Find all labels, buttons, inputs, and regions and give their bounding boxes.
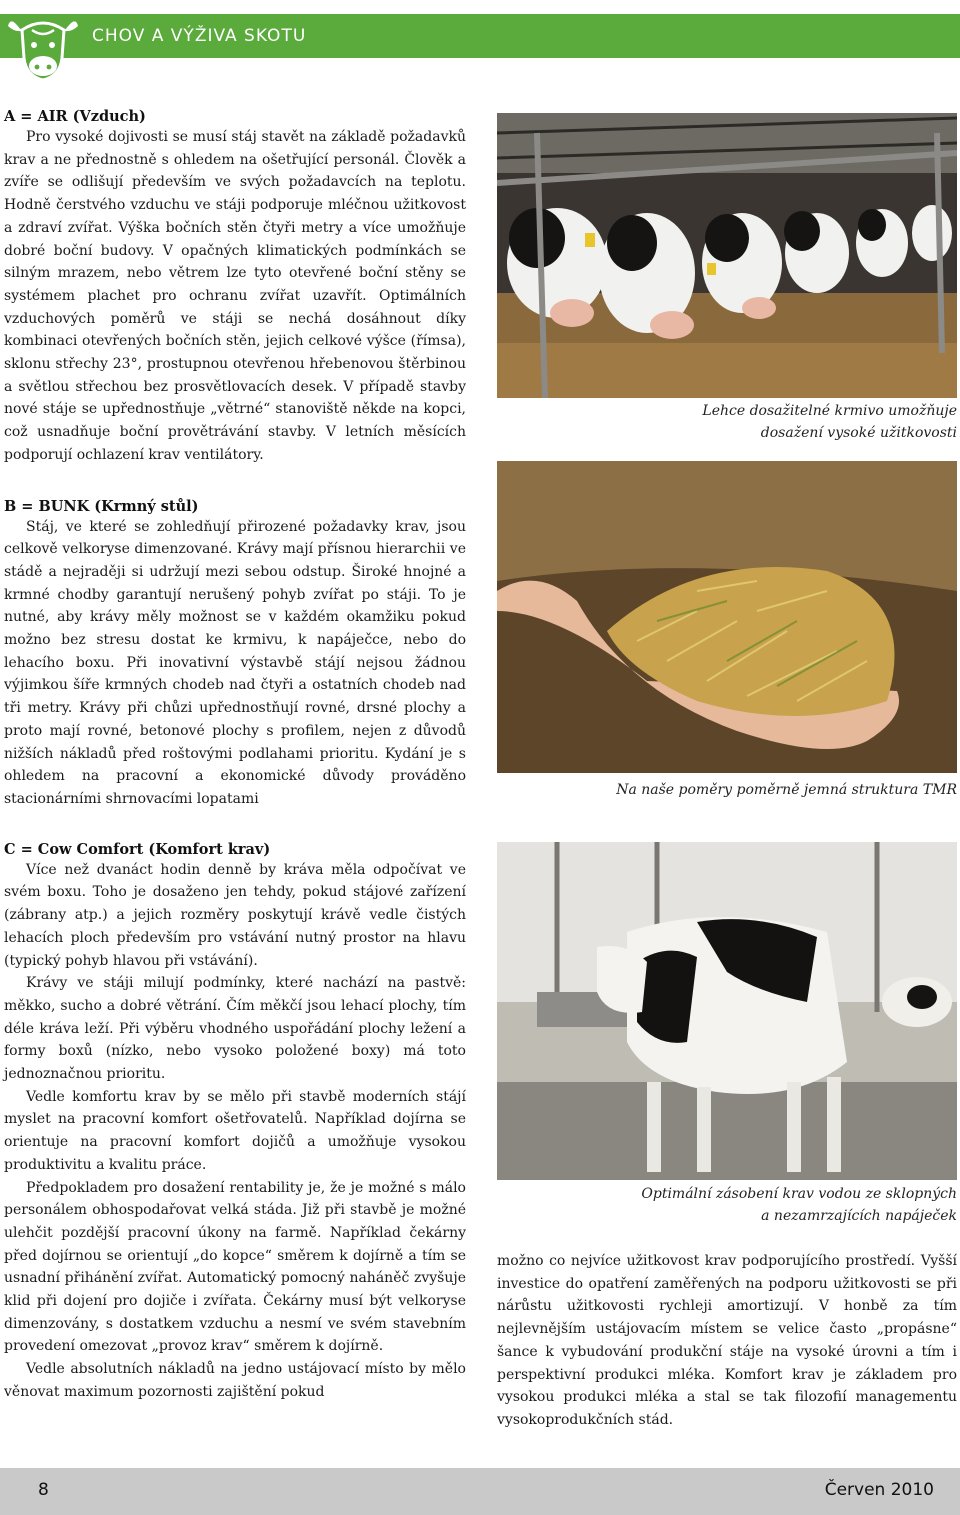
- section-title: CHOV A VÝŽIVA SKOTU: [92, 26, 307, 46]
- paragraph: Pro vysoké dojivosti se musí stáj stavět na základě požadavků krav a ne přednostně s ohledem na ošetřující personál. Člověk a zvíře se odlišují především ve svých požadavcích na teplotu. Hodně čerstvého vzduchu ve stáji podporuje mléčnou užitkovost a zdraví zvířat. Výška bočních stěn čtyři metry a více umožňuje dobré boční budovy. V opačných klimatických podmínkách se silným mrazem, nebo větrem lze tyto otevřené boční stěny se systémem plachet pro ochranu zvířat uzavřít. Optimálních vzduchových poměrů ve stáji se nechá dosáhnout díky kombinaci otevřených bočních stěn, jejich celkové výšce (římsa), sklonu střechy 23°, prostupnou otevřenou hřebenovou štěrbinou a světlou střechou bez prosvětlovacích desek. V případě stavby nové stáje se upřednostňuje „větrné“ stanoviště někde na kopci, což usnadňuje boční provětrávání stavby. V letních měsících podporují ochlazení krav ventilátory.: [4, 129, 466, 463]
- paragraph: Více než dvanáct hodin denně by kráva měla odpočívat ve svém boxu. Toho je dosaženo jen tehdy, pokud stájové zařízení (zábrany atp.) a jejich rozměry poskytují krávě vedle čistých lehacích ploch především pro vstávání nutný prostor na hlavu (typický pohyb hlavou při vstávání).: [4, 861, 466, 969]
- section-heading: C = Cow Comfort (Komfort krav): [4, 840, 271, 858]
- paragraph: Krávy ve stáji milují podmínky, které nachází na pastvě: měkko, sucho a dobré větrání. Čím měkčí jsou lehací plochy, tím déle kráva leží. Při výběru vhodného uspořádání plochy ležení a formy boxů (nízko, nebo vysoko položené boxy) má toto jednoznačnou prioritu.: [4, 975, 466, 1083]
- paragraph: Vedle absolutních nákladů na jedno ustájovací místo by mělo věnovat maximum pozornosti zajištění pokud: [4, 1361, 466, 1400]
- cow-trough-image: [497, 842, 957, 1180]
- caption-line: Na naše poměry poměrně jemná struktura TMR: [616, 782, 957, 798]
- page-number: 8: [38, 1480, 49, 1500]
- section-heading: B = BUNK (Krmný stůl): [4, 497, 199, 515]
- photo-caption: [497, 400, 957, 444]
- paragraph: možno co nejvíce užitkovost krav podporujícího prostředí. Vyšší investice do opatření zaměřených na podporu užitkovosti se při nárůstu užitkovosti rychleji amortizují. V honbě za tím nejlevnějším ustájovacím místem se velice často „propásne“ šance k vybudování produkční stáje na vysoké úrovni a tím i perspektivní produkci mléka. Komfort krav je základem pro vysokou produkci mléka a stal se tak filozofií managementu vysokoprodukčních stád.: [497, 1253, 957, 1428]
- cow-head-logo-icon: [6, 14, 80, 86]
- cows-feeding-image: [497, 113, 957, 398]
- section-cow-comfort: [4, 841, 466, 1404]
- issue-date: Červen 2010: [824, 1480, 934, 1500]
- paragraph: Předpokladem pro dosažení rentability je, že je možné s málo personálem obhospodařovat velká stáda. Již při stavbě je možné ulehčit pozdější pracovní úkony na farmě. Například čekárny před dojírnou se orientují „do kopce“ směrem k dojírně a tím se usnadní přihánění zvířat. Automatický pomocný naháněč zvyšuje klid při dojení pro dojiče i zvířata. Čekárny musí být velkoryse dimenzovány, s dostatkem vzduchu a nesmí ve svém stavebním provedení omezovat „provoz krav“ směrem k dojírně.: [4, 1179, 466, 1355]
- caption-line: a nezamrzajících napáječek: [761, 1208, 957, 1224]
- photo-cows-feeding: [497, 113, 957, 398]
- page-footer: [0, 1468, 960, 1515]
- page-header: [0, 14, 960, 58]
- section-heading: A = AIR (Vzduch): [4, 108, 146, 125]
- tmr-hand-image: [497, 461, 957, 773]
- left-column: [4, 108, 466, 1404]
- photo-tmr-in-hand: [497, 461, 957, 773]
- photo-caption: [497, 779, 957, 801]
- paragraph: Vedle komfortu krav by se mělo při stavbě moderních stájí myslet na pracovní komfort ošetřovatelů. Například dojírna se orientuje na pracovní komfort dojičů a umožňuje vysokou produktivitu a kvalitu práce.: [4, 1088, 466, 1173]
- paragraph: Stáj, ve které se zohledňují přirozené požadavky krav, jsou celkově velkoryse dimenzované. Krávy mají přísnou hierarchii ve stádě a nejraději si udržují mezi sebou odstup. Široké hnojné a krmné chodby garantují nerušený pohyb zvířat po stáji. To je nutné, aby krávy měly možnost se v každém okamžiku pokud možno bez stresu dostat ke krmivu, k napáječce, nebo do lehacího boxu. Při inovativní výstavbě stájí nejsou žádnou výjimkou šíře krmných chodeb nad čtyři a ostatních chodeb nad tři metry. Krávy při chůzi upřednostňují rovné, drsné plochy a proto mají rovné, betonové plochy s profilem, nejen z důvodů nižších nákladů před roštovými podlahami prioritu. Kydání je s ohledem na pracovní a ekonomické důvody prováděno stacionárními shrnovacími lopatami: [4, 518, 466, 807]
- photo-cow-water-trough: [497, 842, 957, 1180]
- section-air: [4, 108, 466, 467]
- caption-line: Lehce dosažitelné krmivo umožňuje: [702, 403, 957, 419]
- photo-caption: [497, 1183, 957, 1227]
- caption-line: dosažení vysoké užitkovosti: [760, 425, 957, 441]
- right-column-text: [497, 1250, 957, 1432]
- section-bunk: [4, 498, 466, 811]
- caption-line: Optimální zásobení krav vodou ze sklopných: [641, 1186, 957, 1202]
